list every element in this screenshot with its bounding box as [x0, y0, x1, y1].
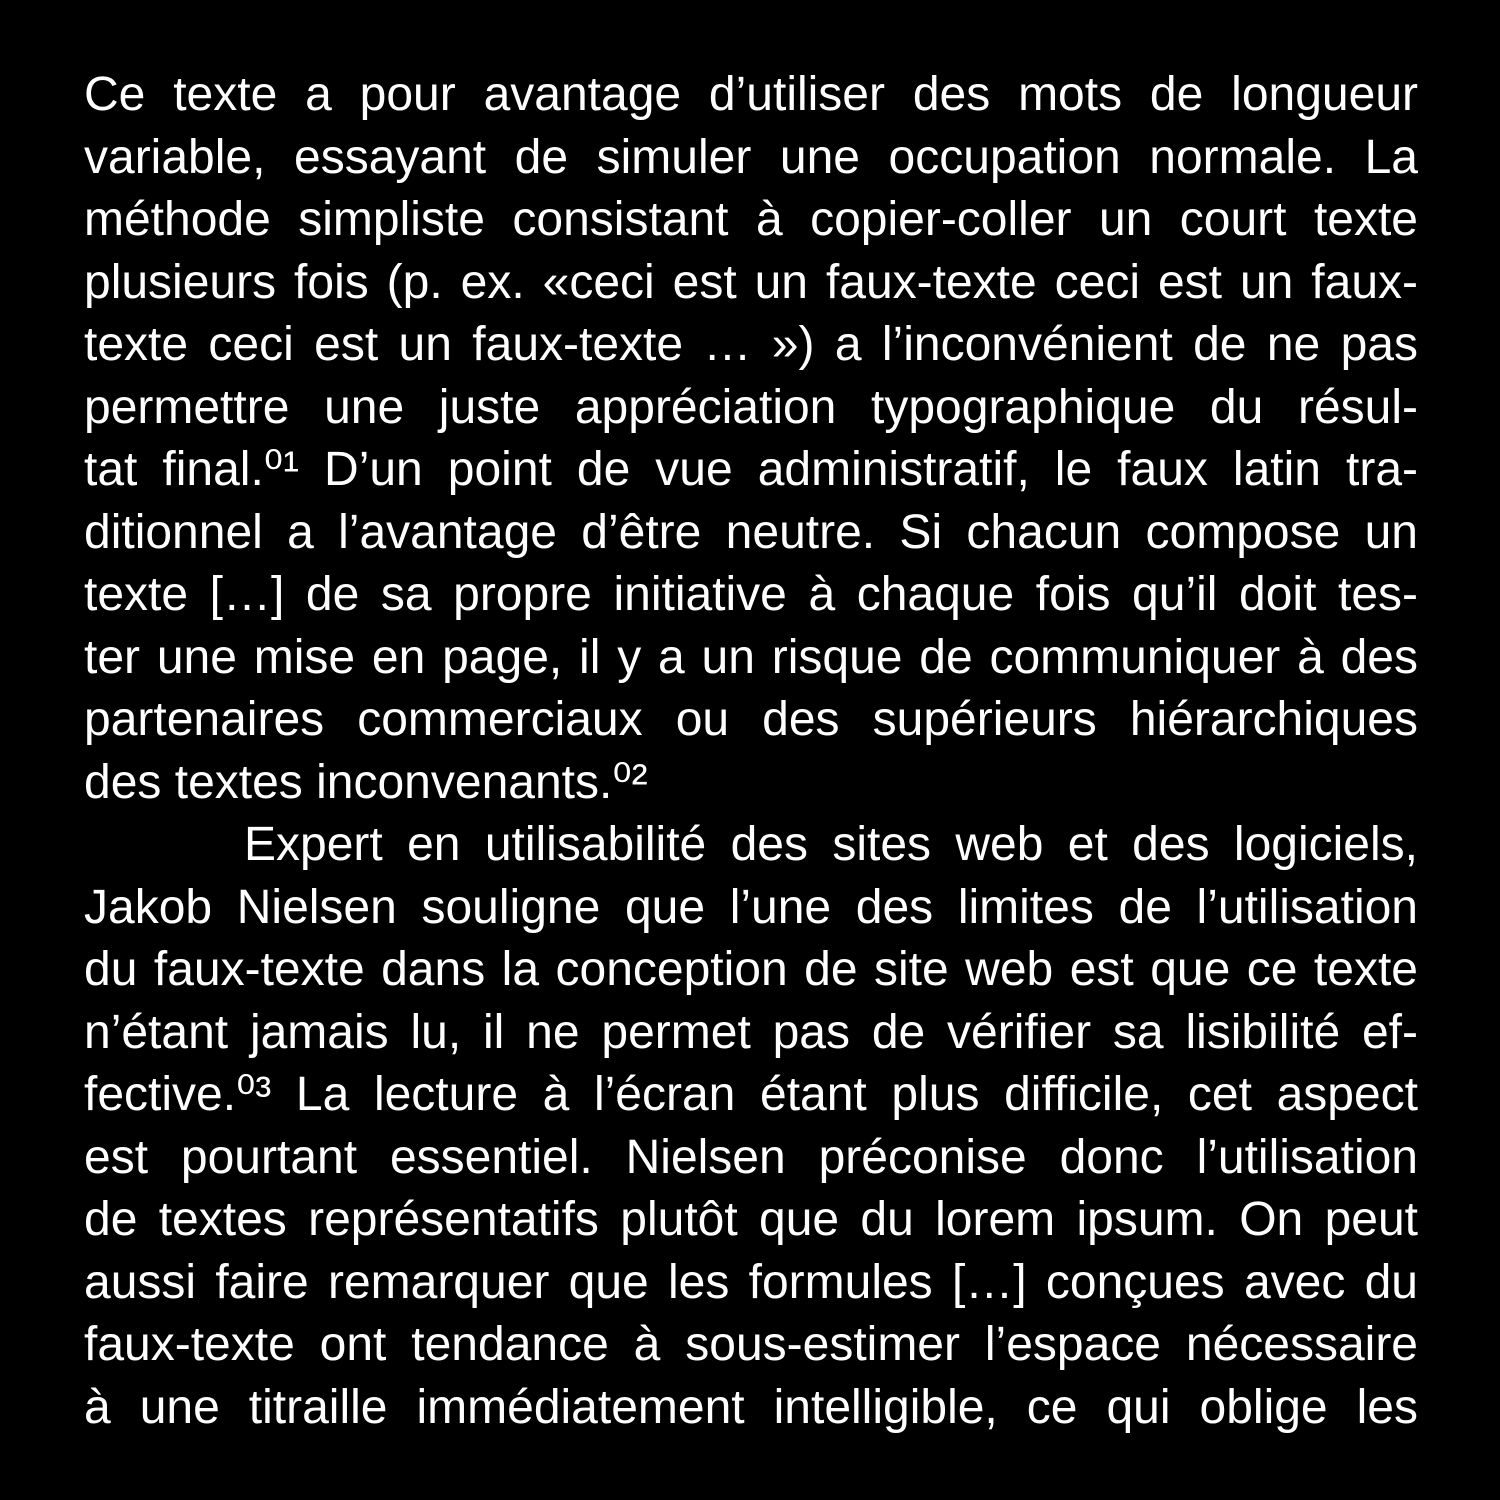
paragraph	[84, 64, 1418, 814]
text-line: Expert en utilisabilité des sites web et des logiciels,	[244, 818, 1418, 871]
paragraph	[84, 814, 1418, 1439]
text-line: aussi faire remarquer que les formules […] conçues avec du	[84, 1255, 1418, 1309]
text-line: permettre une juste appréciation typographique du résul-	[84, 380, 1418, 434]
text-line: Ce texte a pour avantage d’utiliser des mots de longueur	[84, 68, 1418, 121]
text-line: Jakob Nielsen souligne que l’une des limites de l’utilisation	[84, 880, 1418, 934]
text-line: des textes inconvenants.⁰²	[84, 755, 648, 809]
text-line: plusieurs fois (p. ex. «ceci est un faux-texte ceci est un faux-	[84, 255, 1418, 309]
text-line: de textes représentatifs plutôt que du lorem ipsum. On peut	[84, 1193, 1418, 1246]
text-line: variable, essayant de simuler une occupation normale. La	[84, 130, 1418, 184]
text-line: est pourtant essentiel. Nielsen préconise donc l’utilisation	[84, 1130, 1418, 1184]
text-line: à une titraille immédiatement intelligible, ce qui oblige les	[84, 1380, 1418, 1434]
text-line: n’étant jamais lu, il ne permet pas de vérifier sa lisibilité ef-	[84, 1005, 1418, 1059]
text-line: fective.⁰³ La lecture à l’écran étant plus difficile, cet aspect	[84, 1068, 1418, 1121]
text-column	[84, 64, 1418, 1439]
text-line: du faux-texte dans la conception de site web est que ce texte	[84, 943, 1418, 996]
text-line: ter une mise en page, il y a un risque de communiquer à des	[84, 630, 1418, 684]
text-line: ditionnel a l’avantage d’être neutre. Si chacun compose un	[84, 505, 1418, 559]
text-line: texte […] de sa propre initiative à chaque fois qu’il doit tes-	[84, 568, 1418, 621]
text-line: partenaires commerciaux ou des supérieurs hiérarchiques	[84, 693, 1418, 746]
text-line: faux-texte ont tendance à sous-estimer l’espace nécessaire	[84, 1318, 1418, 1371]
text-line: méthode simpliste consistant à copier-coller un court texte	[84, 193, 1418, 246]
text-line: tat final.⁰¹ D’un point de vue administratif, le faux latin tra-	[84, 443, 1418, 496]
text-line: texte ceci est un faux-texte … ») a l’inconvénient de ne pas	[84, 318, 1418, 371]
